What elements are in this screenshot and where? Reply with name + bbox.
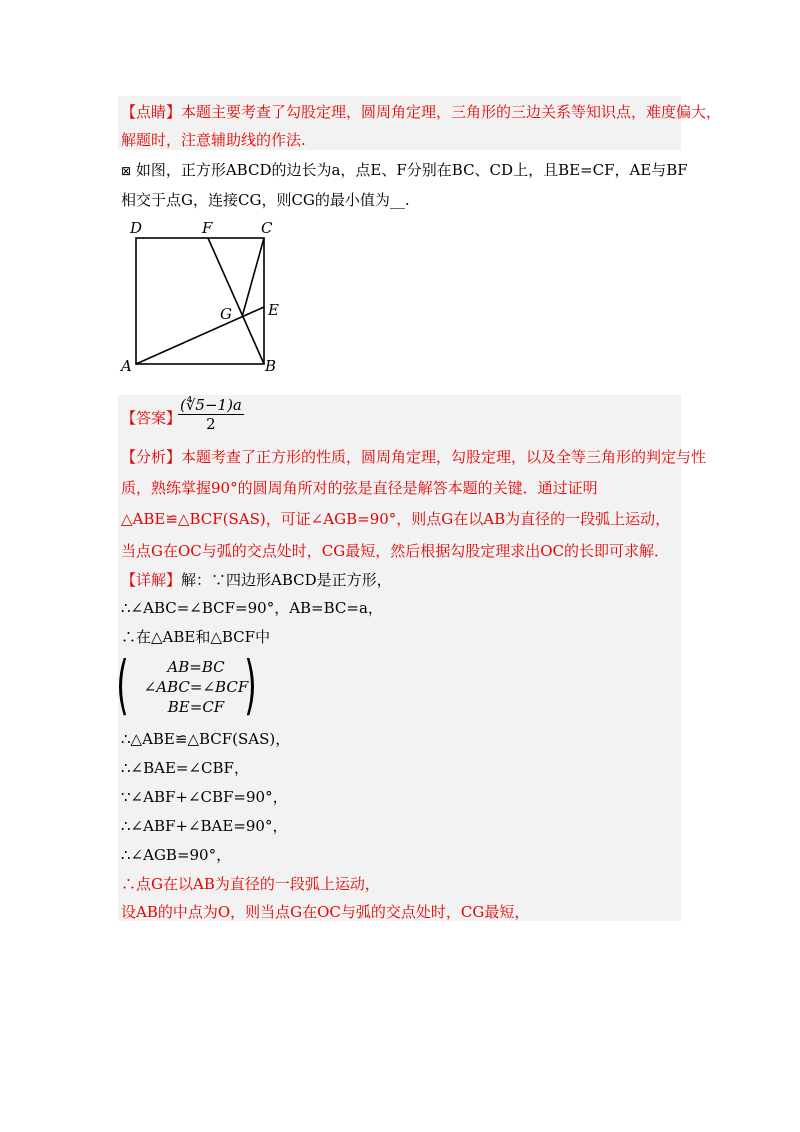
label-d: D bbox=[130, 219, 143, 237]
detail-text-1: 解：∵四边形ABCD是正方形， bbox=[181, 571, 392, 589]
problem-line-2 bbox=[121, 190, 410, 210]
detail-text-3: ∴在△ABE和△BCF中 bbox=[121, 628, 271, 646]
segment-ae bbox=[136, 307, 264, 364]
detail-line-9 bbox=[121, 874, 380, 894]
analysis-tag: 【分析】 bbox=[121, 448, 182, 466]
segment-cg bbox=[242, 238, 264, 317]
detail-line-4 bbox=[121, 729, 290, 749]
detail-text-6: ∵∠ABF+∠CBF=90°， bbox=[121, 788, 288, 806]
detail-text-7: ∴∠ABF+∠BAE=90°， bbox=[121, 817, 288, 835]
analysis-line-1 bbox=[121, 447, 706, 467]
left-brace-icon: ( bbox=[116, 649, 129, 723]
analysis-line-3 bbox=[121, 509, 670, 529]
segment-bf bbox=[208, 238, 264, 364]
detail-line-2 bbox=[121, 598, 383, 618]
problem-line-1 bbox=[121, 160, 688, 181]
label-e: E bbox=[268, 301, 279, 319]
system-eq-3: BE=CF bbox=[167, 698, 225, 716]
detail-text-10: 设AB的中点为O，则当点G在OC与弧的交点处时，CG最短， bbox=[121, 903, 530, 921]
equation-system bbox=[116, 649, 257, 723]
answer-fraction bbox=[178, 396, 244, 433]
dianjing-line-2 bbox=[121, 130, 306, 150]
square-abcd bbox=[136, 238, 264, 364]
label-c: C bbox=[261, 219, 273, 237]
analysis-line-2 bbox=[121, 478, 598, 498]
answer-line bbox=[121, 408, 181, 428]
analysis-text-3: △ABE≌△BCF(SAS)，可证∠AGB=90°，则点G在以AB为直径的一段弧上运动， bbox=[121, 510, 671, 528]
detail-line-3 bbox=[121, 627, 270, 647]
analysis-text-4: 当点G在OC与弧的交点处时，CG最短，然后根据勾股定理求出OC的长即可求解． bbox=[121, 542, 669, 560]
question-marker-icon: ⊠ bbox=[121, 164, 132, 178]
label-g: G bbox=[220, 305, 232, 323]
analysis-text-2: 质，熟练掌握90°的圆周角所对的弦是直径是解答本题的关键．通过证明 bbox=[121, 479, 598, 497]
label-b: B bbox=[265, 357, 277, 375]
answer-numerator: (∜5−1)a bbox=[180, 396, 242, 414]
system-eq-1: AB=BC bbox=[167, 658, 225, 676]
detail-text-4: ∴△ABE≌△BCF(SAS)， bbox=[121, 730, 291, 748]
problem-text-2: 相交于点G，连接CG，则CG的最小值为__. bbox=[121, 191, 410, 209]
analysis-line-4 bbox=[121, 541, 669, 561]
problem-text-1: 如图，正方形ABCD的边长为a，点E、F分别在BC、CD上，且BE=CF，AE与BF bbox=[135, 161, 688, 179]
dianjing-text-1: 本题主要考查了勾股定理，圆周角定理，三角形的三边关系等知识点，难度偏大， bbox=[181, 103, 722, 121]
detail-line-6 bbox=[121, 787, 288, 807]
right-paren-icon: ) bbox=[244, 649, 257, 723]
detail-line-8 bbox=[121, 845, 231, 865]
detail-line-5 bbox=[121, 758, 249, 778]
dianjing-tag: 【点睛】 bbox=[121, 103, 182, 121]
label-f: F bbox=[202, 219, 213, 237]
answer-tag: 【答案】 bbox=[121, 409, 182, 427]
label-a: A bbox=[121, 357, 132, 375]
square-figure bbox=[118, 214, 293, 376]
detail-text-9: ∴点G在以AB为直径的一段弧上运动， bbox=[121, 875, 380, 893]
dianjing-line-1 bbox=[121, 102, 721, 122]
system-eq-2: ∠ABC=∠BCF bbox=[143, 678, 249, 696]
detail-line-1 bbox=[121, 570, 392, 590]
detail-line-7 bbox=[121, 816, 287, 836]
detail-text-5: ∴∠BAE=∠CBF， bbox=[121, 759, 249, 777]
answer-denominator: 2 bbox=[206, 415, 216, 433]
detail-tag: 【详解】 bbox=[121, 571, 182, 589]
dianjing-text-2: 解题时，注意辅助线的作法. bbox=[121, 131, 306, 149]
detail-text-8: ∴∠AGB=90°， bbox=[121, 846, 232, 864]
detail-text-2: ∴∠ABC=∠BCF=90°，AB=BC=a， bbox=[121, 599, 383, 617]
detail-line-10 bbox=[121, 902, 529, 922]
analysis-text-1: 本题考查了正方形的性质，圆周角定理，勾股定理，以及全等三角形的判定与性 bbox=[181, 448, 707, 466]
